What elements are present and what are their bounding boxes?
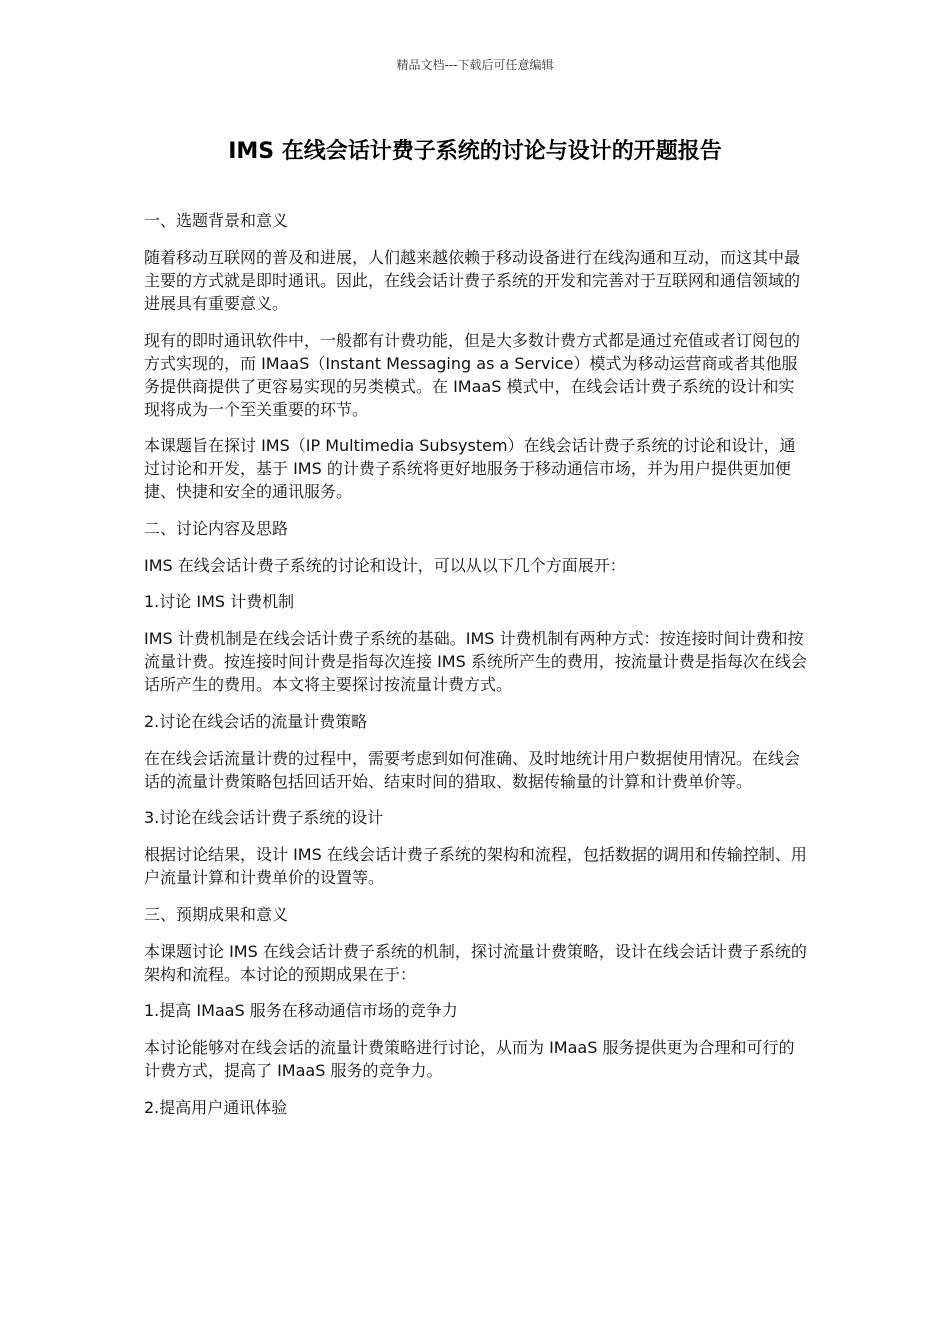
subsection-heading: 1.提高 IMaaS 服务在移动通信市场的竞争力 (144, 1001, 458, 1020)
document-title: IMS 在线会话计费子系统的讨论与设计的开题报告 (228, 139, 722, 164)
paragraph: 本课题旨在探讨 IMS（IP Multimedia Subsystem）在线会话计费子系统的讨论和设计，通过讨论和开发，基于 IMS 的计费子系统将更好地服务于移动通信市场，并为用户提供更加便捷、快捷和安全的通讯服务。 (144, 436, 796, 501)
subsection-heading: 1.讨论 IMS 计费机制 (144, 592, 295, 611)
subsection-heading: 2.讨论在线会话的流量计费策略 (144, 711, 368, 731)
section-heading-outcomes: 三、预期成果和意义 (144, 904, 289, 924)
subsection-heading: 3.讨论在线会话计费子系统的设计 (144, 808, 384, 827)
paragraph: 本课题讨论 IMS 在线会话计费子系统的机制，探讨流量计费策略，设计在线会话计费子系统的架构和流程。本讨论的预期成果在于： (144, 941, 807, 984)
page-header-watermark: 精品文档---下载后可任意编辑 (396, 58, 554, 72)
paragraph: 在在线会话流量计费的过程中，需要考虑到如何准确、及时地统计用户数据使用情况。在线会话的流量计费策略包括回话开始、结束时间的猎取、数据传输量的计算和计费单价等。 (144, 748, 801, 791)
paragraph: 根据讨论结果，设计 IMS 在线会话计费子系统的架构和流程，包括数据的调用和传输控制、用户流量计算和计费单价的设置等。 (144, 845, 807, 887)
section-heading-background: 一、选题背景和意义 (144, 211, 289, 230)
paragraph: 现有的即时通讯软件中，一般都有计费功能，但是大多数计费方式都是通过充值或者订阅包的方式实现的，而 IMaaS（Instant Messaging as a Service）模式为移动运营商或者其他服务提供商提供了更容易实现的另类模式。在 IMaaS 模式中，在线会话计费子系统的设计和实现将成为一个至关重要的环节。 (144, 330, 801, 419)
document-body (144, 209, 810, 1133)
section-heading-content: 二、讨论内容及思路 (144, 518, 289, 538)
paragraph: 随着移动互联网的普及和进展，人们越来越依赖于移动设备进行在线沟通和互动，而这其中最主要的方式就是即时通讯。因此，在线会话计费子系统的开发和完善对于互联网和通信领域的进展具有重要意义。 (144, 248, 801, 313)
subsection-heading: 2.提高用户通讯体验 (144, 1097, 288, 1117)
paragraph: 本讨论能够对在线会话的流量计费策略进行讨论，从而为 IMaaS 服务提供更为合理和可行的计费方式，提高了 IMaaS 服务的竞争力。 (144, 1038, 795, 1080)
paragraph: IMS 在线会话计费子系统的讨论和设计，可以从以下几个方面展开： (144, 555, 626, 575)
paragraph: IMS 计费机制是在线会话计费子系统的基础。IMS 计费机制有两种方式：按连接时间计费和按流量计费。按连接时间计费是指每次连接 IMS 系统所产生的费用，按流量计费是指每次在线会话所产生的费用。本文将主要探讨按流量计费方式。 (144, 629, 807, 694)
